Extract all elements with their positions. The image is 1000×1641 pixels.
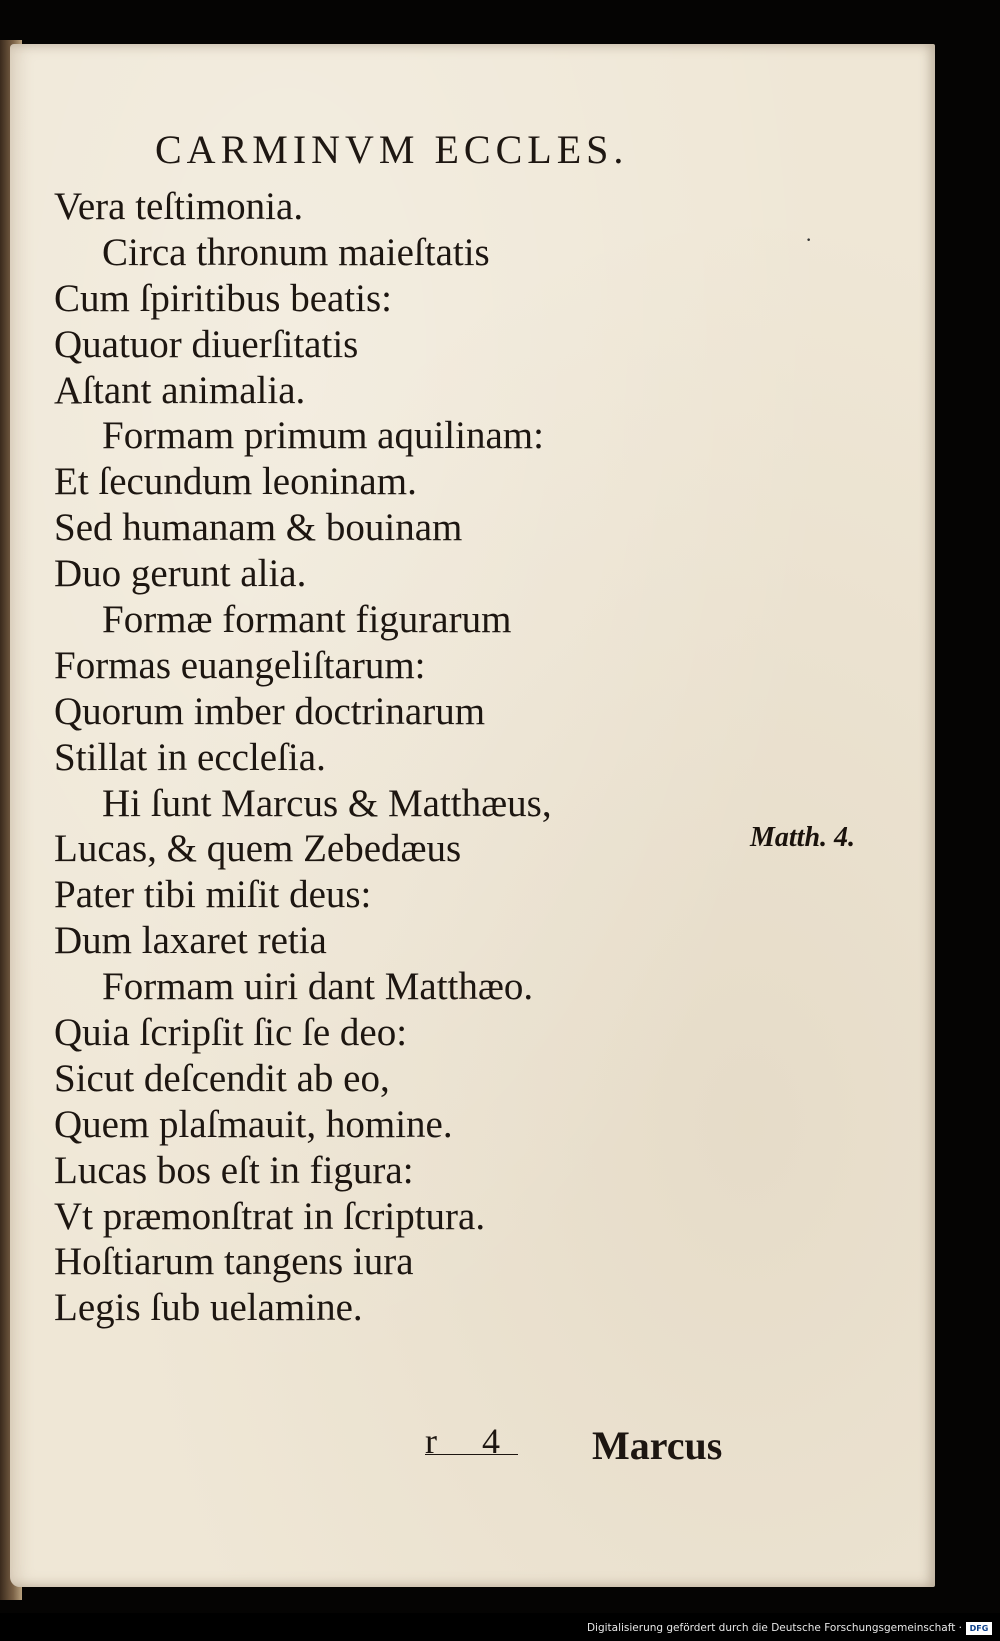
verse-line: Lucas, & quem Zebedæus bbox=[54, 827, 462, 871]
verse-line: Formam primum aquilinam: bbox=[102, 414, 544, 458]
marginal-note: Matth. 4. bbox=[750, 822, 856, 853]
verse-line: Vera teſtimonia. bbox=[54, 185, 304, 228]
catchword: Marcus bbox=[592, 1423, 723, 1468]
verse-line: Dum laxaret retia bbox=[54, 919, 327, 963]
verse-line: Hoſtiarum tangens iura bbox=[54, 1240, 414, 1284]
verse-line: Quem plaſmauit, homine. bbox=[54, 1102, 453, 1146]
verse-line: Aſtant animalia. bbox=[54, 368, 306, 412]
verse-line: Quorum imber doctrinarum bbox=[54, 689, 486, 733]
book-page bbox=[10, 44, 935, 1587]
verse-line: Formas euangeliſtarum: bbox=[54, 643, 426, 687]
verse-line: Circa thronum maieſtatis bbox=[102, 230, 490, 274]
verse-line: Et ſecundum leoninam. bbox=[54, 460, 417, 504]
verse-line: Sicut deſcendit ab eo, bbox=[54, 1056, 390, 1100]
verse-line: Formæ formant figurarum bbox=[102, 598, 512, 642]
marginal-mark: · bbox=[805, 227, 813, 252]
verse-line: Quatuor diuerſitatis bbox=[54, 322, 359, 366]
verse-line: Stillat in eccleſia. bbox=[54, 735, 326, 779]
verse-line: Vt præmonſtrat in ſcriptura. bbox=[54, 1194, 486, 1238]
signature-mark: r 4 bbox=[425, 1421, 518, 1461]
funding-credit: Digitalisierung gefördert durch die Deutsche Forschungsgemeinschaft · bbox=[586, 1622, 962, 1634]
verse-line: Formam uiri dant Matthæo. bbox=[102, 965, 534, 1009]
verse-line: Cum ſpiritibus beatis: bbox=[54, 276, 392, 320]
verse-line: Lucas bos eſt in figura: bbox=[54, 1148, 414, 1192]
running-head: CARMINVM ECCLES. bbox=[155, 127, 629, 172]
verse-line: Sed humanam & bouinam bbox=[54, 506, 463, 550]
verse-line: Duo gerunt alia. bbox=[54, 552, 307, 596]
verse-line: Quia ſcripſit ſic ſe deo: bbox=[54, 1011, 408, 1055]
verse-text bbox=[54, 184, 874, 1331]
verse-line: Hi ſunt Marcus & Matthæus, bbox=[102, 781, 552, 825]
dfg-logo: DFG bbox=[966, 1622, 992, 1635]
verse-line: Pater tibi miſit deus: bbox=[54, 873, 372, 917]
footer-bar bbox=[0, 1613, 1000, 1641]
verse-line: Legis ſub uelamine. bbox=[54, 1286, 363, 1330]
